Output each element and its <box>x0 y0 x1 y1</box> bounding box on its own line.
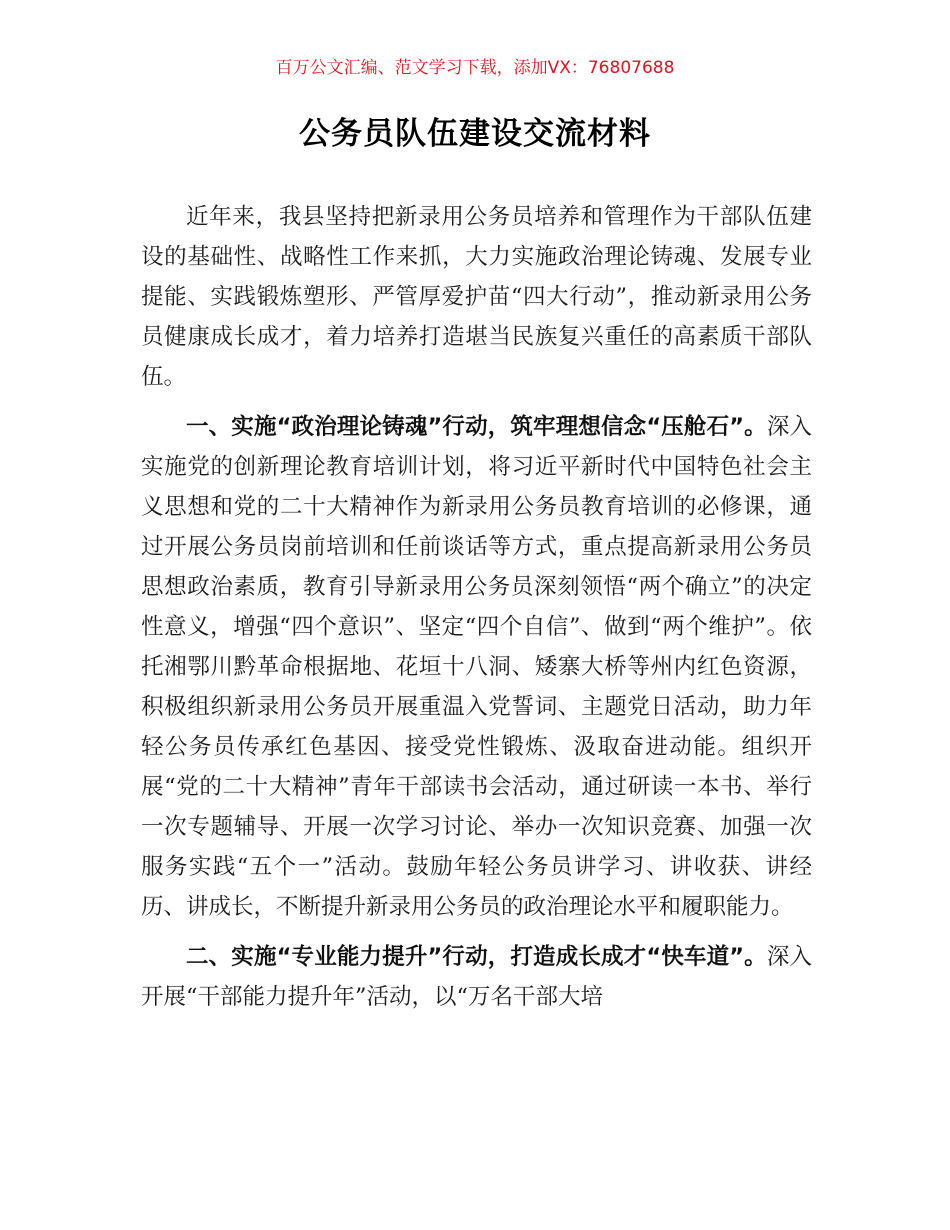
section-heading: 一、实施“政治理论铸魂”行动，筑牢理想信念“压舱石”。 <box>186 414 767 440</box>
section-one-paragraph <box>141 407 812 927</box>
paragraph-text: 近年来，我县坚持把新录用公务员培养和管理作为干部队伍建设的基础性、战略性工作来抓，大力实施政治理论铸魂、发展专业提能、实践锻炼塑形、严管厚爱护苗“四大行动”，推动新录用公务员健康成长成才，着力培养打造堪当民族复兴重任的高素质干部队伍。 <box>141 204 812 390</box>
paragraph-text: 深入开展“干部能力提升年”活动，以“万名干部大培 <box>141 944 812 1010</box>
section-two-paragraph <box>141 937 812 1017</box>
download-banner: 百万公文汇编、范文学习下载，添加VX：76807688 <box>275 58 675 78</box>
document-body <box>141 197 812 1017</box>
paragraph-text: 深入实施党的创新理论教育培训计划，将习近平新时代中国特色社会主义思想和党的二十大精神作为新录用公务员教育培训的必修课，通过开展公务员岗前培训和任前谈话等方式，重点提高新录用公务员思想政治素质，教育引导新录用公务员深刻领悟“两个确立”的决定性意义，增强“四个意识”、坚定“四个自信”、做到“两个维护”。依托湘鄂川黔革命根据地、花垣十八洞、矮寨大桥等州内红色资源，积极组织新录用公务员开展重温入党誓词、主题党日活动，助力年轻公务员传承红色基因、接受党性锻炼、汲取奋进动能。组织开展“党的二十大精神”青年干部读书会活动，通过研读一本书、举行一次专题辅导、开展一次学习讨论、举办一次知识竞赛、加强一次服务实践“五个一”活动。鼓励年轻公务员讲学习、讲收获、讲经历、讲成长，不断提升新录用公务员的政治理论水平和履职能力。 <box>141 414 812 920</box>
section-heading: 二、实施“专业能力提升”行动，打造成长成才“快车道”。 <box>186 944 767 970</box>
intro-paragraph <box>141 197 812 397</box>
document-title: 公务员队伍建设交流材料 <box>299 116 651 152</box>
